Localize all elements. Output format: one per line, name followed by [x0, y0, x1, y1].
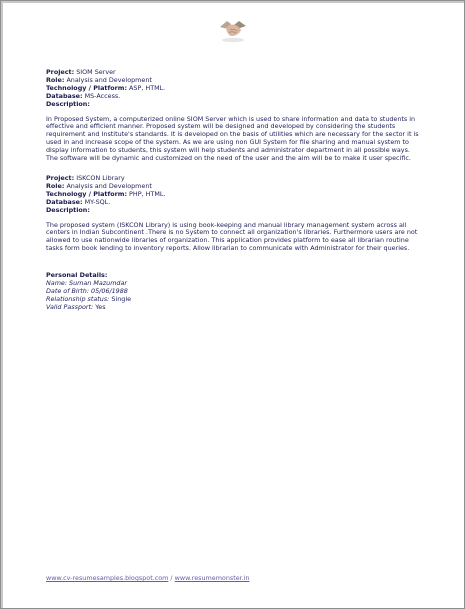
technology-value: ASP, HTML.	[127, 83, 166, 92]
footer-links	[46, 574, 250, 582]
dob-label: Date of Birth:	[46, 286, 89, 295]
passport-value: Yes	[93, 302, 106, 311]
project-value: SIOM Server	[74, 68, 116, 76]
description-heading	[46, 101, 422, 109]
database-line	[46, 199, 422, 207]
description-label: Description:	[46, 205, 90, 214]
personal-heading-text: Personal Details:	[46, 271, 108, 280]
database-line	[46, 93, 422, 101]
role-label: Role:	[46, 181, 65, 190]
footer-separator: /	[168, 574, 175, 582]
database-value: MY-SQL.	[82, 197, 111, 206]
passport-line	[46, 304, 422, 312]
technology-label: Technology / Platform:	[46, 83, 128, 92]
project-description: The proposed system (ISKCON Library) is using book-keeping and manual library management system across all centers in Indian Subcontinent .There is no System to connect all organization's libraries. Furthermore users are not allowed to use nationwide libraries of organization. This application provides platform to ease all librarian routine tasks form book lending to inventory reports. Allow librarian to communicate with Administrator for their queries.	[46, 220, 418, 253]
project-label: Project:	[46, 173, 75, 182]
project-description: In Proposed System, a computerized online SIOM Server which is used to share information and data to students in effective and efficient manner. Proposed system will be designed and developed by considering the students requirement and Institute's standards. It is developed on the basis of utilities which are necessary for the sector it is used in and increase scope of the system. As we are using non GUI System for file sharing and manual system to display information to students, this system will help students and administrator department in all possible ways. The software will be dynamic and customized on the need of the user and the aim will be to make it user specific.	[46, 114, 419, 163]
description-label: Description:	[46, 99, 90, 108]
database-label: Database:	[46, 197, 83, 206]
name-label: Name:	[46, 279, 68, 288]
name-value: Suman Mazumdar	[67, 279, 128, 288]
role-value: Analysis and Development	[64, 75, 152, 84]
database-label: Database:	[46, 91, 83, 100]
relationship-value: Single	[109, 294, 132, 303]
passport-label: Valid Passport:	[46, 302, 94, 311]
project-label: Project:	[46, 68, 75, 76]
dob-value: 05/06/1988	[89, 286, 128, 295]
resume-content	[46, 69, 422, 312]
role-value: Analysis and Development	[64, 181, 152, 190]
database-value: MS-Access.	[82, 91, 121, 100]
technology-label: Technology / Platform:	[46, 189, 128, 198]
relationship-label: Relationship status:	[46, 294, 110, 303]
technology-value: PHP, HTML.	[127, 189, 166, 198]
role-label: Role:	[46, 75, 65, 84]
description-heading	[46, 207, 422, 215]
footer-link-resumemonster[interactable]: www.resumemonster.in	[174, 574, 250, 582]
footer-link-cv-resumesamples[interactable]: www.cv-resumesamples.blogspot.com	[46, 574, 169, 582]
handshake-icon	[218, 16, 248, 44]
project-value: ISKCON Library	[74, 173, 125, 182]
